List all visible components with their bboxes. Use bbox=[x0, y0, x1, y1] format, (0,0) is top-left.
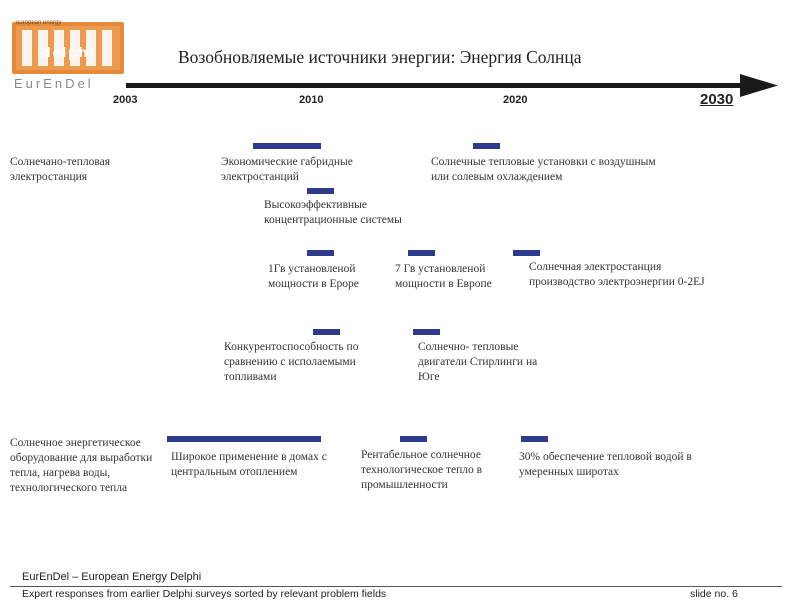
milestone-bar bbox=[513, 250, 540, 256]
logo-brand-text: EurEnDel bbox=[14, 76, 94, 91]
milestone-bar bbox=[307, 188, 334, 194]
milestone-concentrating-systems: Высокоэффективные концентрационные системы bbox=[264, 199, 402, 226]
milestone-bar bbox=[253, 143, 321, 149]
timeline-line bbox=[126, 83, 746, 88]
milestone-household-use: Широкое применение в домах с центральным отоплением bbox=[171, 451, 327, 478]
year-2020: 2020 bbox=[503, 94, 528, 106]
milestone-bar bbox=[473, 143, 500, 149]
milestone-hybrid-plants: Экономические габридные электростанций bbox=[221, 156, 353, 183]
eurendel-logo bbox=[12, 14, 130, 94]
milestone-air-salt-cooled: Солнечные тепловые установки с воздушным или солевым охлаждением bbox=[431, 156, 656, 183]
milestone-industrial-heat: Рентабельное солнечное технологическое тепло в промышленности bbox=[361, 449, 483, 491]
footer-divider bbox=[10, 586, 782, 587]
year-2030: 2030 bbox=[700, 91, 734, 108]
milestone-1gw-europe: 1Гв установленой мощности в Ероре bbox=[268, 263, 359, 290]
logo-main-text: delphi bbox=[42, 44, 96, 60]
milestone-bar bbox=[167, 436, 321, 442]
row-label-solar-thermal: Солнечано-тепловая электростанция bbox=[10, 156, 111, 183]
milestone-bar bbox=[408, 250, 435, 256]
row-label-solar-heat: Солнечное энергетическое оборудование для выработки тепла, нагрева воды, технологического тепла bbox=[10, 437, 153, 494]
milestone-bar bbox=[521, 436, 548, 442]
milestone-stirling-engines: Солнечно- тепловые двигатели Стирлинги на Юге bbox=[418, 341, 538, 383]
slide-number: slide no. 6 bbox=[690, 588, 738, 600]
logo-small-text: european energy bbox=[16, 20, 62, 26]
timeline-arrow bbox=[120, 70, 780, 100]
milestone-bar bbox=[313, 329, 340, 335]
milestone-7gw-europe: 7 Гв установленой мощности в Европе bbox=[395, 263, 492, 290]
year-2003: 2003 bbox=[113, 94, 138, 106]
footer-organization: EurEnDel – European Energy Delphi bbox=[22, 571, 202, 583]
timeline-arrowhead bbox=[740, 74, 778, 97]
year-2010: 2010 bbox=[299, 94, 324, 106]
milestone-competitiveness: Конкурентоспособность по сравнению с исполаемыми топливами bbox=[224, 341, 359, 383]
milestone-electricity-production: Солнечная электростанция производство электроэнергии 0-2EJ bbox=[529, 261, 705, 288]
milestone-bar bbox=[400, 436, 427, 442]
milestone-bar bbox=[307, 250, 334, 256]
page-title: Возобновляемые источники энергии: Энергия Солнца bbox=[178, 47, 582, 67]
footer-description: Expert responses from earlier Delphi surveys sorted by relevant problem fields bbox=[22, 588, 387, 600]
milestone-hot-water-30: 30% обеспечение тепловой водой в умеренных широтах bbox=[519, 451, 692, 478]
milestone-bar bbox=[413, 329, 440, 335]
